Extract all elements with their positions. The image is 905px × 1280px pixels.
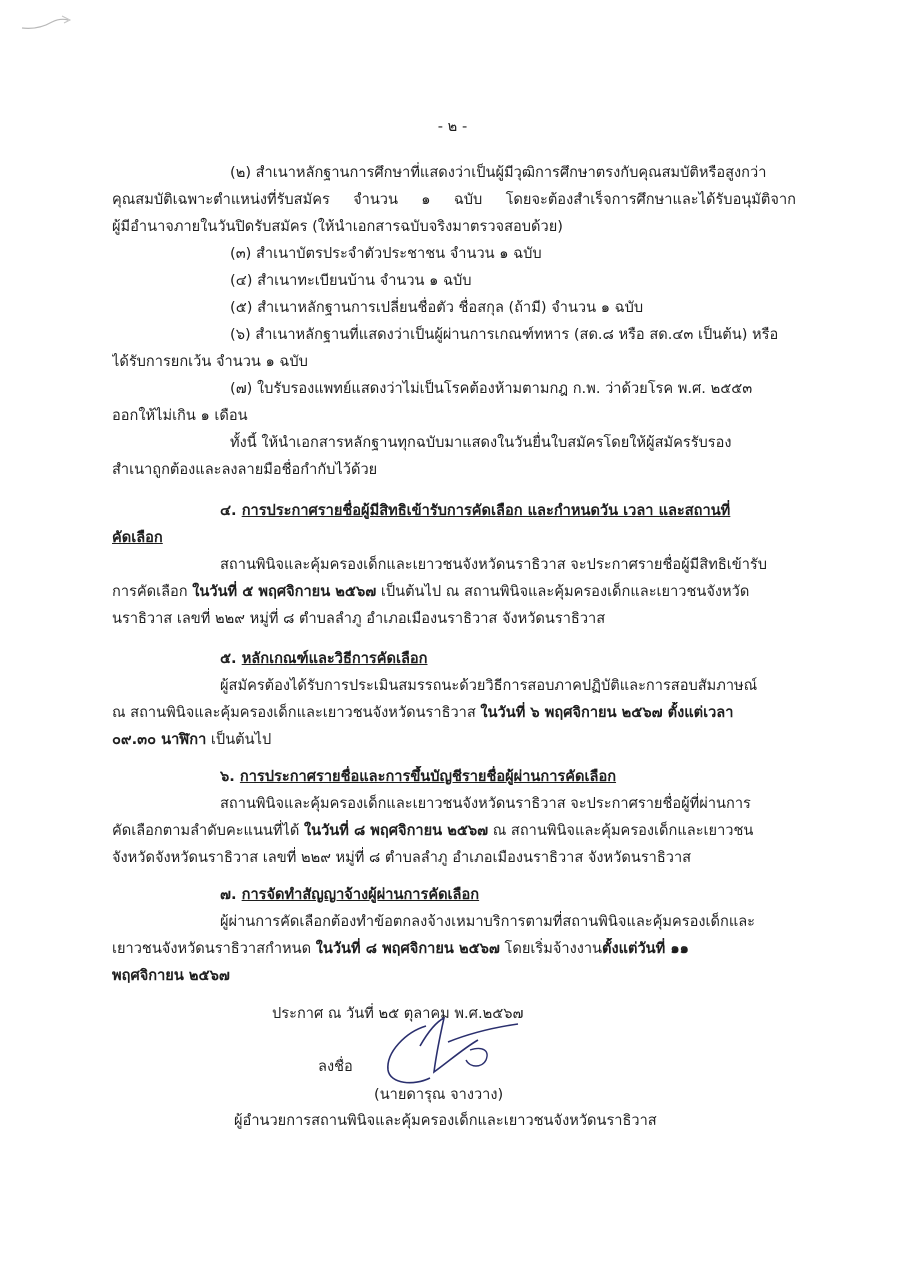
section-6-para-line-2 (112, 820, 796, 842)
documents-note-line-2: สำเนาถูกต้องและลงลายมือชื่อกำกับไว้ด้วย (112, 461, 378, 478)
signer-name: (นายดารุณ จางวาง) (374, 1086, 504, 1103)
section-5-title: หลักเกณฑ์และวิธีการคัดเลือก (241, 650, 428, 667)
section-5-para-line-2 (112, 702, 796, 724)
section-7-para-line-3: พฤศจิกายน ๒๕๖๗ (112, 967, 230, 984)
text-run: การคัดเลือก (112, 583, 193, 600)
signed-label: ลงชื่อ (318, 1058, 353, 1075)
doc-item-5: (๕) สำเนาหลักฐานการเปลี่ยนชื่อตัว ชื่อสกุล (ถ้ามี) จำนวน ๑ ฉบับ (230, 299, 644, 316)
page-number: - ๒ - (437, 118, 468, 135)
text-run: เป็นต้นไป ณ สถานพินิจและคุ้มครองเด็กและเยาวชนจังหวัด (376, 583, 750, 600)
section-5-para-line-1: ผู้สมัครต้องได้รับการประเมินสมรรถนะด้วยวิธีการสอบภาคปฏิบัติและการสอบสัมภาษณ์ (220, 677, 758, 694)
announcement-date: ประกาศ ณ วันที่ ๒๕ ตุลาคม พ.ศ.๒๕๖๗ (272, 1005, 524, 1022)
doc-item-6-line-1: (๖) สำเนาหลักฐานที่แสดงว่าเป็นผู้ผ่านการเกณฑ์ทหาร (สด.๘ หรือ สด.๔๓ เป็นต้น) หรือ (230, 326, 779, 343)
text-run: ณ สถานพินิจและคุ้มครองเด็กและเยาวชน (488, 822, 754, 839)
doc-item-7-line-1: (๗) ใบรับรองแพทย์แสดงว่าไม่เป็นโรคต้องห้ามตามกฎ ก.พ. ว่าด้วยโรค พ.ศ. ๒๕๕๓ (230, 380, 753, 397)
section-7-para-line-1: ผู้ผ่านการคัดเลือกต้องทำข้อตกลงจ้างเหมาบริการตามที่สถานพินิจและคุ้มครองเด็กและ (220, 913, 756, 930)
text-run: เยาวชนจังหวัดนราธิวาสกำหนด (112, 940, 316, 957)
signer-title: ผู้อำนวยการสถานพินิจและคุ้มครองเด็กและเยาวชนจังหวัดนราธิวาส (234, 1112, 657, 1129)
section-4-para-line-3: นราธิวาส เลขที่ ๒๒๙ หมู่ที่ ๘ ตำบลลำภู อำเภอเมืองนราธิวาส จังหวัดนราธิวาส (112, 610, 606, 627)
doc-item-2-line-1: (๒) สำเนาหลักฐานการศึกษาที่แสดงว่าเป็นผู้มีวุฒิการศึกษาตรงกับคุณสมบัติหรือสูงกว่า (230, 164, 767, 181)
text-run: เป็นต้นไป (206, 731, 272, 748)
text-run: โดยเริ่มจ้างงาน (499, 940, 602, 957)
date-announce-eligible: ในวันที่ ๕ พฤศจิกายน ๒๕๖๗ (192, 583, 377, 600)
section-4-para-line-1: สถานพินิจและคุ้มครองเด็กและเยาวชนจังหวัดนราธิวาส จะประกาศรายชื่อผู้มีสิทธิเข้ารับ (220, 556, 767, 573)
doc-item-6-line-2: ได้รับการยกเว้น จำนวน ๑ ฉบับ (112, 353, 308, 370)
section-4-para-line-2 (112, 581, 796, 603)
section-4-number: ๔. (220, 502, 237, 519)
date-selection: ในวันที่ ๖ พฤศจิกายน ๒๕๖๗ ตั้งแต่เวลา (480, 704, 734, 721)
section-5-para-line-3 (112, 729, 796, 751)
section-6-para-line-3: จังหวัดจังหวัดนราธิวาส เลขที่ ๒๒๙ หมู่ที่ ๘ ตำบลลำภู อำเภอเมืองนราธิวาส จังหวัดนราธิวาส (112, 849, 692, 866)
doc-item-2-line-3: ผู้มีอำนาจภายในวันปิดรับสมัคร (ให้นำเอกสารฉบับจริงมาตรวจสอบด้วย) (112, 218, 563, 235)
section-4-title-line-2: คัดเลือก (112, 529, 163, 546)
doc-item-7-line-2: ออกให้ไม่เกิน ๑ เดือน (112, 407, 248, 424)
section-6-title: การประกาศรายชื่อและการขึ้นบัญชีรายชื่อผู้ผ่านการคัดเลือก (239, 768, 617, 785)
date-start-work: ตั้งแต่วันที่ ๑๑ (602, 940, 689, 957)
section-4-title-line-1: การประกาศรายชื่อผู้มีสิทธิเข้ารับการคัดเลือก และกำหนดวัน เวลา และสถานที่ (241, 502, 731, 519)
doc-item-2-line-2: คุณสมบัติเฉพาะตำแหน่งที่รับสมัคร จำนวน ๑ ฉบับ โดยจะต้องสำเร็จการศึกษาและได้รับอนุมัติจาก (112, 191, 796, 208)
section-6-heading (220, 766, 796, 788)
date-contract: ในวันที่ ๘ พฤศจิกายน ๒๕๖๗ (315, 940, 500, 957)
date-announce-passed: ในวันที่ ๘ พฤศจิกายน ๒๕๖๗ (303, 822, 489, 839)
section-7-para-line-2 (112, 938, 796, 960)
corner-scribble-mark (18, 8, 78, 38)
doc-item-3: (๓) สำเนาบัตรประจำตัวประชาชน จำนวน ๑ ฉบับ (230, 245, 542, 262)
section-7-title: การจัดทำสัญญาจ้างผู้ผ่านการคัดเลือก (241, 886, 480, 903)
section-4-title-wrap (112, 527, 796, 549)
documents-note-line-1: ทั้งนี้ ให้นำเอกสารหลักฐานทุกฉบับมาแสดงในวันยื่นใบสมัครโดยให้ผู้สมัครรับรอง (230, 434, 732, 451)
section-7-heading (220, 884, 796, 906)
section-5-number: ๕. (220, 650, 237, 667)
text-run: คัดเลือกตามลำดับคะแนนที่ได้ (112, 822, 304, 839)
section-6-number: ๖. (220, 768, 235, 785)
section-7-number: ๗. (220, 886, 237, 903)
section-4-heading (220, 500, 796, 522)
signature-mark (378, 1012, 528, 1092)
text-run: ณ สถานพินิจและคุ้มครองเด็กและเยาวชนจังหวัดนราธิวาส (112, 704, 481, 721)
section-6-para-line-1: สถานพินิจและคุ้มครองเด็กและเยาวชนจังหวัดนราธิวาส จะประกาศรายชื่อผู้ที่ผ่านการ (220, 795, 751, 812)
doc-item-4: (๔) สำเนาทะเบียนบ้าน จำนวน ๑ ฉบับ (230, 272, 472, 289)
section-5-heading (220, 648, 796, 670)
time-selection: ๐๙.๓๐ นาฬิกา (112, 731, 207, 748)
